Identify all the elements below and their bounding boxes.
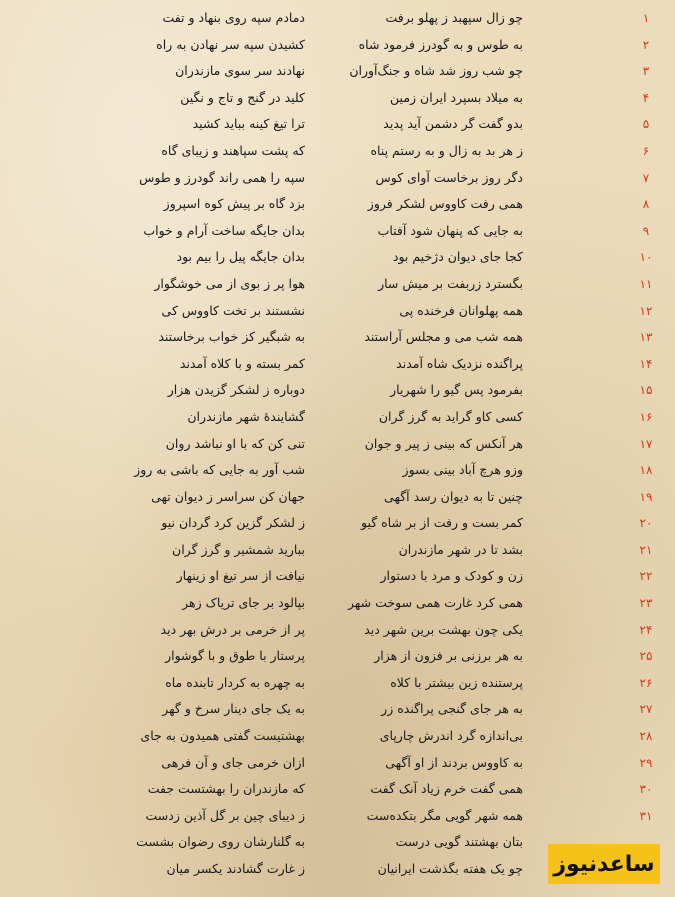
- verse-number: ۳: [642, 64, 650, 79]
- verse-number: ۸: [642, 197, 650, 212]
- verse-second-hemistich: دوباره ز لشکر گزیدن هزار: [167, 382, 305, 398]
- verse-number: ۳۱: [639, 808, 653, 823]
- verse-first-hemistich: کسی کاو گراید به گرز گران: [378, 408, 523, 424]
- verse-number: ۹: [642, 223, 650, 238]
- verse-first-hemistich: چو یک هفته بگذشت ایرانیان: [377, 861, 523, 876]
- verse-number: ۲۳: [639, 596, 653, 611]
- verse-number: ۲۴: [639, 622, 653, 637]
- verse-number: ۲۰: [639, 516, 653, 531]
- verse-row: [0, 298, 675, 325]
- verse-first-hemistich: به هر برزنی بر فزون از هزار: [374, 648, 523, 664]
- verse-row: [0, 191, 675, 218]
- verse-row: [0, 590, 675, 617]
- verse-first-hemistich: دگر روز برخاست آوای کوس: [375, 169, 523, 185]
- verse-number: ۱۴: [639, 356, 653, 371]
- verse-first-hemistich: وزو هرچ آباد بینی بسوز: [402, 462, 523, 478]
- verse-row: [0, 218, 675, 245]
- verse-first-hemistich: کجا جای دیوان دژخیم بود: [392, 249, 523, 265]
- verse-row: [0, 457, 675, 484]
- verse-second-hemistich: هوا پر ز بوی از می خوشگوار: [154, 275, 305, 291]
- verse-number: ۱۲: [639, 303, 653, 318]
- verse-row: [0, 431, 675, 458]
- verse-second-hemistich: ازان خرمی جای و آن فرهی: [161, 754, 305, 770]
- verse-number: ۲۸: [639, 729, 653, 744]
- verse-first-hemistich: به میلاد بسپرد ایران زمین: [390, 89, 523, 105]
- verse-row: [0, 138, 675, 165]
- verse-first-hemistich: بتان بهشتند گویی درست: [395, 834, 523, 850]
- verse-second-hemistich: تنی کن که با او نباشد روان: [165, 435, 305, 451]
- verse-row: [0, 324, 675, 351]
- verse-number: ۱۸: [639, 463, 653, 478]
- verse-second-hemistich: بهشتیست گفتی همیدون به جای: [140, 728, 305, 744]
- verse-second-hemistich: بپالود بر جای تریاک زهر: [182, 595, 305, 611]
- verse-first-hemistich: به طوس و به گودرز فرمود شاه: [358, 36, 523, 52]
- verse-row: [0, 803, 675, 830]
- verse-number: ۱۵: [639, 383, 653, 398]
- verse-first-hemistich: بدو گفت گر دشمن آید پدید: [383, 116, 523, 132]
- verse-first-hemistich: بشد تا در شهر مازندران: [398, 541, 523, 557]
- verse-row: [0, 776, 675, 803]
- verse-first-hemistich: همی گفت خرم زیاد آنک گفت: [370, 781, 523, 797]
- verse-row: [0, 643, 675, 670]
- verse-second-hemistich: شب آور به جایی که باشی به روز: [134, 462, 305, 478]
- verse-row: [0, 563, 675, 590]
- verse-row: [0, 377, 675, 404]
- verse-first-hemistich: چو شب روز شد شاه و جنگ‌آوران: [349, 63, 523, 79]
- verse-first-hemistich: هر آنکس که بینی ز پیر و جوان: [364, 435, 523, 451]
- verse-number: ۳۰: [639, 782, 653, 797]
- verse-row: [0, 510, 675, 537]
- verse-second-hemistich: که پشت سپاهند و زیبای گاه: [161, 142, 305, 158]
- verse-second-hemistich: به گلنارشان روی رضوان بشست: [136, 834, 305, 850]
- verse-first-hemistich: کمر بست و رفت از بر شاه گیو: [360, 515, 523, 531]
- verse-row: [0, 58, 675, 85]
- verse-first-hemistich: به هر جای گنجی پراگنده زر: [381, 701, 523, 717]
- verse-second-hemistich: پرستار با طوق و با گوشوار: [165, 648, 305, 664]
- verse-second-hemistich: کشیدن سپه سر نهادن به راه: [156, 36, 305, 52]
- verse-number: ۲۶: [639, 675, 653, 690]
- verse-first-hemistich: همی کرد غارت همی سوخت شهر: [348, 595, 523, 611]
- verse-row: [0, 670, 675, 697]
- verse-row: [0, 750, 675, 777]
- verse-number: ۲: [642, 37, 650, 52]
- verse-number: ۱: [642, 11, 650, 25]
- verse-second-hemistich: بدان جایگه ساخت آرام و خواب: [143, 222, 305, 238]
- verse-first-hemistich: زن و کودک و مرد با دستوار: [380, 568, 523, 584]
- verse-first-hemistich: پراگنده نزدیک شاه آمدند: [396, 355, 523, 371]
- verse-number: ۱۷: [639, 436, 653, 451]
- verse-first-hemistich: ز هر بد به زال و به رستم پناه: [370, 142, 523, 158]
- verse-first-hemistich: همی رفت کاووس لشکر فروز: [367, 196, 523, 212]
- verse-number: ۶: [642, 143, 650, 158]
- verse-row: [0, 484, 675, 511]
- verse-row: [0, 244, 675, 271]
- verse-second-hemistich: پر از خرمی بر درش بهر دید: [160, 621, 305, 637]
- verse-second-hemistich: به یک جای دینار سرخ و گهر: [162, 701, 305, 717]
- verse-second-hemistich: جهان کن سراسر ز دیوان تهی: [151, 488, 305, 504]
- verse-second-hemistich: نهادند سر سوی مازندران: [175, 63, 305, 79]
- verse-number: ۵: [642, 117, 650, 132]
- verse-list: [0, 5, 675, 883]
- verse-first-hemistich: همه شهر گویی مگر بتکده‌ست: [366, 807, 523, 823]
- verse-second-hemistich: ز غارت گشادند یکسر میان: [166, 861, 305, 876]
- verse-second-hemistich: بزد گاه بر پیش کوه اسپروز: [163, 196, 305, 212]
- verse-first-hemistich: بفرمود پس گیو را شهریار: [390, 382, 523, 398]
- verse-second-hemistich: کلید در گنج و تاج و نگین: [180, 89, 305, 105]
- verse-number: ۷: [642, 170, 650, 185]
- verse-row: [0, 5, 675, 32]
- verse-row: [0, 32, 675, 59]
- verse-number: ۴: [642, 90, 650, 105]
- verse-first-hemistich: چنین تا به دیوان رسد آگهی: [384, 488, 523, 504]
- verse-row: [0, 165, 675, 192]
- verse-second-hemistich: نشستند بر تخت کاووس کی: [161, 302, 305, 318]
- verse-second-hemistich: ببارید شمشیر و گرز گران: [172, 541, 305, 557]
- verse-row: [0, 723, 675, 750]
- verse-second-hemistich: به چهره به کردار تابنده ماه: [165, 674, 305, 690]
- verse-row: [0, 696, 675, 723]
- verse-first-hemistich: به جایی که پنهان شود آفتاب: [377, 222, 523, 238]
- verse-first-hemistich: بگسترد زربفت بر میش سار: [378, 275, 523, 291]
- verse-first-hemistich: همه شب می و مجلس آراستند: [364, 329, 523, 345]
- verse-second-hemistich: ز دیبای چین بر گل آذین زدست: [145, 807, 305, 823]
- verse-second-hemistich: کمر بسته و با کلاه آمدند: [179, 355, 305, 371]
- verse-row: [0, 271, 675, 298]
- verse-number: ۱۹: [639, 489, 653, 504]
- verse-second-hemistich: ز لشکر گزین کرد گردان نیو: [161, 515, 305, 531]
- verse-second-hemistich: ترا تیغ کینه بباید کشید: [192, 116, 305, 132]
- verse-first-hemistich: بی‌اندازه گرد اندرش چارپای: [379, 728, 523, 744]
- verse-number: ۲۹: [639, 755, 653, 770]
- verse-second-hemistich: بدان جایگه پیل را بیم بود: [176, 249, 305, 265]
- verse-second-hemistich: دمادم سپه روی بنهاد و تفت: [162, 10, 305, 25]
- verse-number: ۲۱: [639, 542, 653, 557]
- verse-second-hemistich: که مازندران را بهشتست جفت: [147, 781, 305, 797]
- verse-number: ۱۰: [639, 250, 653, 265]
- verse-first-hemistich: به کاووس بردند از او آگهی: [385, 754, 523, 770]
- verse-row: [0, 351, 675, 378]
- verse-number: ۲۵: [639, 649, 653, 664]
- verse-first-hemistich: پرستنده زین بیشتر با کلاه: [390, 674, 523, 690]
- verse-row: [0, 111, 675, 138]
- verse-second-hemistich: نیافت از سر تیغ او زینهار: [176, 568, 305, 584]
- site-logo: ساعدنیوز: [548, 844, 660, 884]
- verse-number: ۱۱: [639, 276, 653, 291]
- verse-number: ۱۶: [639, 409, 653, 424]
- verse-number: ۲۷: [639, 702, 653, 717]
- verse-first-hemistich: چو زال سپهبد ز پهلو برفت: [385, 10, 523, 25]
- verse-first-hemistich: یکی چون بهشت برین شهر دید: [364, 621, 523, 637]
- verse-row: [0, 85, 675, 112]
- verse-second-hemistich: گشایندهٔ شهر مازندران: [187, 408, 305, 424]
- verse-first-hemistich: همه پهلوانان فرخنده پی: [399, 302, 523, 318]
- verse-row: [0, 537, 675, 564]
- verse-second-hemistich: به شبگیر کز خواب برخاستند: [158, 329, 305, 345]
- verse-row: [0, 617, 675, 644]
- verse-number: ۱۳: [639, 330, 653, 345]
- verse-second-hemistich: سپه را همی راند گودرز و طوس: [139, 169, 305, 185]
- verse-number: ۲۲: [639, 569, 653, 584]
- verse-row: [0, 404, 675, 431]
